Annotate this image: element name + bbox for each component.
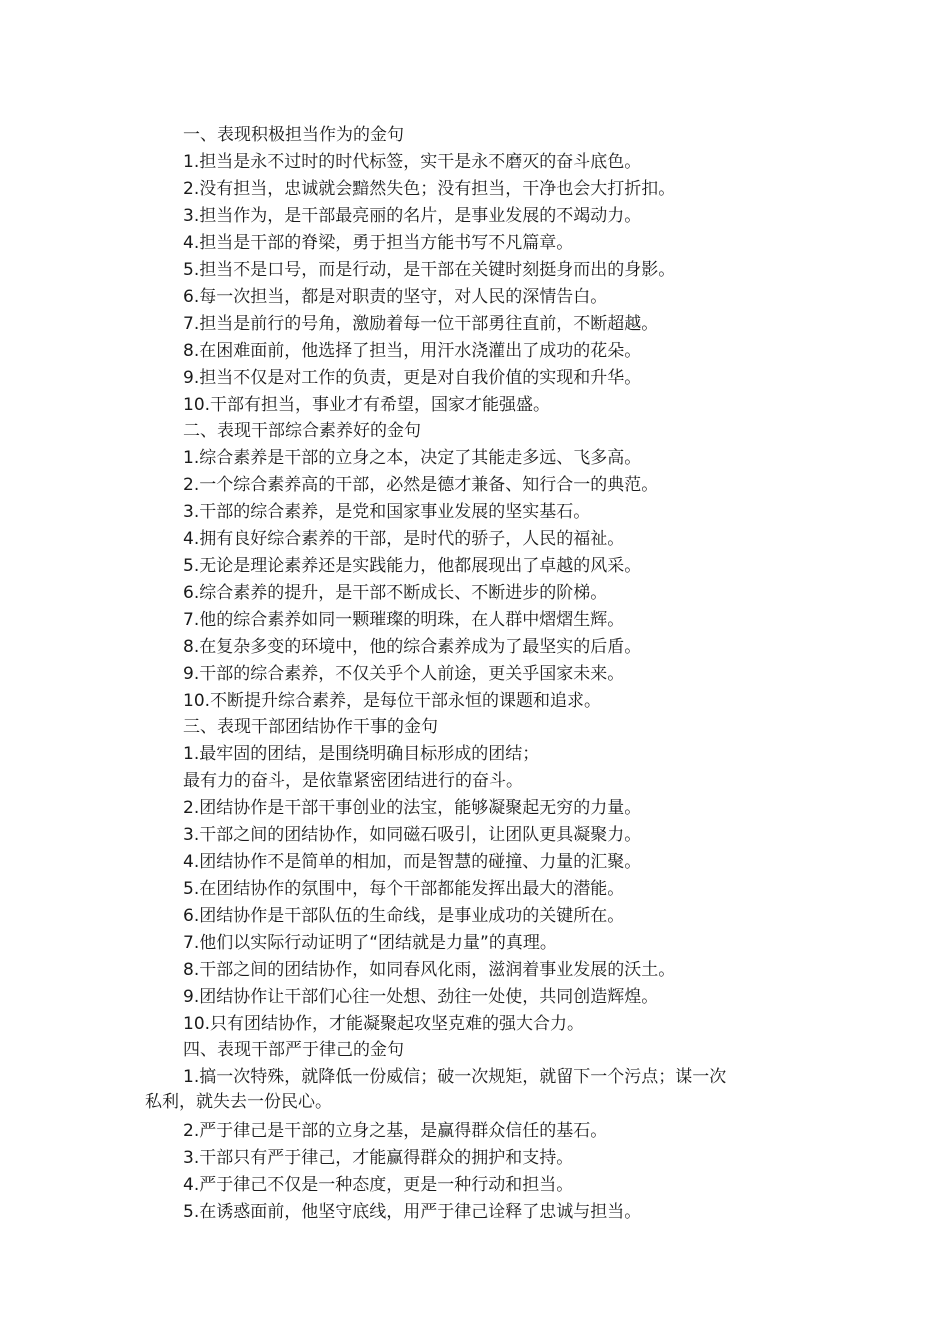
- list-item: 5.在诱惑面前，他坚守底线，用严于律己诠释了忠诚与担当。: [183, 1202, 642, 1222]
- list-item: 3.担当作为，是干部最亮丽的名片，是事业发展的不竭动力。: [183, 206, 642, 226]
- section-heading-4: 四、表现干部严于律己的金句: [183, 1040, 404, 1060]
- list-item: 4.严于律己不仅是一种态度，更是一种行动和担当。: [183, 1175, 574, 1195]
- list-item: 2.一个综合素养高的干部，必然是德才兼备、知行合一的典范。: [183, 475, 659, 495]
- list-item: 2.没有担当，忠诚就会黯然失色；没有担当，干净也会大打折扣。: [183, 179, 676, 199]
- list-item: 2.严于律己是干部的立身之基，是赢得群众信任的基石。: [183, 1121, 608, 1141]
- list-item: 1.最牢固的团结，是围绕明确目标形成的团结；: [183, 744, 540, 764]
- list-item: 5.担当不是口号，而是行动，是干部在关键时刻挺身而出的身影。: [183, 260, 676, 280]
- list-item: 5.在团结协作的氛围中，每个干部都能发挥出最大的潜能。: [183, 879, 625, 899]
- list-item: 10.干部有担当，事业才有希望，国家才能强盛。: [183, 395, 551, 415]
- section-heading-3: 三、表现干部团结协作干事的金句: [183, 717, 438, 737]
- list-item: 7.他的综合素养如同一颗璀璨的明珠，在人群中熠熠生辉。: [183, 610, 625, 630]
- list-item: 6.团结协作是干部队伍的生命线，是事业成功的关键所在。: [183, 906, 625, 926]
- list-item: 10.只有团结协作，才能凝聚起攻坚克难的强大合力。: [183, 1014, 585, 1034]
- list-item: 1.搞一次特殊，就降低一份威信；破一次规矩，就留下一个污点；谋一次: [183, 1067, 727, 1087]
- section-heading-2: 二、表现干部综合素养好的金句: [183, 421, 421, 441]
- list-item: 3.干部的综合素养，是党和国家事业发展的坚实基石。: [183, 502, 591, 522]
- list-item: 7.他们以实际行动证明了“团结就是力量”的真理。: [183, 933, 557, 953]
- list-item: 6.每一次担当，都是对职责的坚守，对人民的深情告白。: [183, 287, 608, 307]
- section-heading-1: 一、表现积极担当作为的金句: [183, 125, 404, 145]
- list-item: 9.团结协作让干部们心往一处想、劲往一处使，共同创造辉煌。: [183, 987, 659, 1007]
- list-item: 8.在复杂多变的环境中，他的综合素养成为了最坚实的后盾。: [183, 637, 642, 657]
- list-item: 4.团结协作不是简单的相加，而是智慧的碰撞、力量的汇聚。: [183, 852, 642, 872]
- list-item: 4.拥有良好综合素养的干部，是时代的骄子，人民的福祉。: [183, 529, 625, 549]
- list-item: 8.干部之间的团结协作，如同春风化雨，滋润着事业发展的沃土。: [183, 960, 676, 980]
- list-item: 3.干部之间的团结协作，如同磁石吸引，让团队更具凝聚力。: [183, 825, 642, 845]
- list-item: 7.担当是前行的号角，激励着每一位干部勇往直前，不断超越。: [183, 314, 659, 334]
- list-item: 最有力的奋斗，是依靠紧密团结进行的奋斗。: [183, 771, 523, 791]
- list-item: 10.不断提升综合素养，是每位干部永恒的课题和追求。: [183, 691, 602, 711]
- list-item: 5.无论是理论素养还是实践能力，他都展现出了卓越的风采。: [183, 556, 642, 576]
- list-item: 4.担当是干部的脊梁，勇于担当方能书写不凡篇章。: [183, 233, 574, 253]
- list-item: 9.干部的综合素养，不仅关乎个人前途，更关乎国家未来。: [183, 664, 625, 684]
- list-item: 6.综合素养的提升，是干部不断成长、不断进步的阶梯。: [183, 583, 608, 603]
- list-item: 1.担当是永不过时的时代标签，实干是永不磨灭的奋斗底色。: [183, 152, 642, 172]
- list-item: 8.在困难面前，他选择了担当，用汗水浇灌出了成功的花朵。: [183, 341, 642, 361]
- list-item: 1.综合素养是干部的立身之本，决定了其能走多远、飞多高。: [183, 448, 642, 468]
- list-item: 3.干部只有严于律己，才能赢得群众的拥护和支持。: [183, 1148, 574, 1168]
- list-item-continuation: 私利，就失去一份民心。: [145, 1092, 332, 1112]
- list-item: 9.担当不仅是对工作的负责，更是对自我价值的实现和升华。: [183, 368, 642, 388]
- list-item: 2.团结协作是干部干事创业的法宝，能够凝聚起无穷的力量。: [183, 798, 642, 818]
